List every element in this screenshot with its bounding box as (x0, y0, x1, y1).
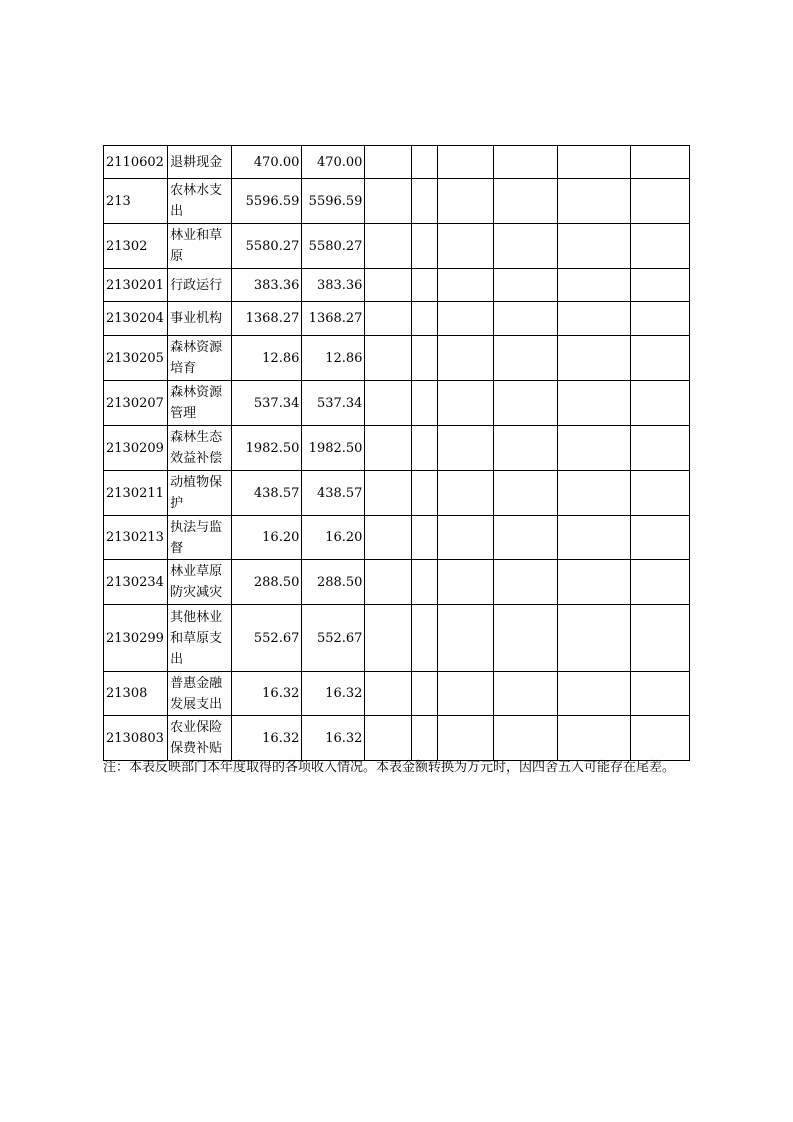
empty-cell (365, 716, 412, 761)
row-name: 退耕现金 (168, 146, 232, 179)
empty-cell (365, 302, 412, 336)
table-row (104, 672, 690, 716)
empty-cell (557, 672, 630, 716)
row-name: 农林水支出 (168, 179, 232, 224)
empty-cell (412, 516, 437, 560)
row-code: 2130213 (104, 516, 168, 560)
empty-cell (557, 605, 630, 672)
row-name: 森林资源管理 (168, 381, 232, 426)
empty-cell (365, 672, 412, 716)
row-total: 12.86 (232, 336, 302, 381)
row-total: 552.67 (232, 605, 302, 672)
empty-cell (365, 381, 412, 426)
empty-cell (557, 560, 630, 605)
empty-cell (493, 471, 557, 516)
row-name: 林业和草原 (168, 224, 232, 269)
empty-cell (437, 146, 493, 179)
row-basic: 12.86 (302, 336, 365, 381)
empty-cell (493, 269, 557, 302)
row-basic: 552.67 (302, 605, 365, 672)
empty-cell (493, 516, 557, 560)
row-code: 2130299 (104, 605, 168, 672)
empty-cell (493, 716, 557, 761)
empty-cell (412, 672, 437, 716)
empty-cell (557, 716, 630, 761)
row-basic: 288.50 (302, 560, 365, 605)
empty-cell (630, 302, 689, 336)
row-basic: 1982.50 (302, 426, 365, 471)
empty-cell (437, 381, 493, 426)
row-basic: 438.57 (302, 471, 365, 516)
empty-cell (557, 471, 630, 516)
row-code: 2130234 (104, 560, 168, 605)
table-row (104, 146, 690, 179)
empty-cell (365, 426, 412, 471)
row-total: 383.36 (232, 269, 302, 302)
row-total: 438.57 (232, 471, 302, 516)
empty-cell (493, 179, 557, 224)
empty-cell (365, 269, 412, 302)
empty-cell (630, 381, 689, 426)
empty-cell (493, 302, 557, 336)
row-name: 动植物保护 (168, 471, 232, 516)
empty-cell (437, 179, 493, 224)
table-row (104, 516, 690, 560)
row-basic: 16.32 (302, 672, 365, 716)
empty-cell (493, 336, 557, 381)
table-footnote: 注：本表反映部门本年度取得的各项收入情况。本表金额转换为万元时，因四舍五入可能存在尾差。 (103, 760, 676, 775)
row-name: 森林资源培育 (168, 336, 232, 381)
empty-cell (412, 269, 437, 302)
row-name: 执法与监督 (168, 516, 232, 560)
table-row (104, 381, 690, 426)
empty-cell (557, 179, 630, 224)
empty-cell (412, 381, 437, 426)
empty-cell (493, 146, 557, 179)
row-total: 1368.27 (232, 302, 302, 336)
row-name: 农业保险保费补贴 (168, 716, 232, 761)
row-code: 2130207 (104, 381, 168, 426)
empty-cell (412, 560, 437, 605)
row-name: 普惠金融发展支出 (168, 672, 232, 716)
table-row (104, 336, 690, 381)
table-row (104, 426, 690, 471)
empty-cell (630, 516, 689, 560)
empty-cell (557, 302, 630, 336)
empty-cell (437, 336, 493, 381)
table-row (104, 605, 690, 672)
empty-cell (412, 336, 437, 381)
empty-cell (630, 471, 689, 516)
row-basic: 16.32 (302, 716, 365, 761)
row-name: 其他林业和草原支出 (168, 605, 232, 672)
row-total: 16.20 (232, 516, 302, 560)
empty-cell (365, 605, 412, 672)
empty-cell (437, 672, 493, 716)
empty-cell (630, 605, 689, 672)
empty-cell (557, 516, 630, 560)
row-total: 5596.59 (232, 179, 302, 224)
empty-cell (412, 179, 437, 224)
empty-cell (412, 605, 437, 672)
row-basic: 5596.59 (302, 179, 365, 224)
table-row (104, 224, 690, 269)
empty-cell (493, 381, 557, 426)
empty-cell (557, 269, 630, 302)
table-row (104, 302, 690, 336)
row-name: 行政运行 (168, 269, 232, 302)
empty-cell (493, 224, 557, 269)
row-total: 16.32 (232, 716, 302, 761)
row-code: 2130209 (104, 426, 168, 471)
empty-cell (630, 672, 689, 716)
empty-cell (412, 146, 437, 179)
empty-cell (493, 560, 557, 605)
empty-cell (557, 381, 630, 426)
empty-cell (557, 336, 630, 381)
empty-cell (365, 146, 412, 179)
row-total: 16.32 (232, 672, 302, 716)
empty-cell (493, 672, 557, 716)
empty-cell (630, 560, 689, 605)
row-total: 1982.50 (232, 426, 302, 471)
empty-cell (557, 146, 630, 179)
row-code: 2130211 (104, 471, 168, 516)
empty-cell (630, 224, 689, 269)
empty-cell (437, 224, 493, 269)
row-code: 2130204 (104, 302, 168, 336)
row-name: 事业机构 (168, 302, 232, 336)
empty-cell (365, 516, 412, 560)
empty-cell (437, 516, 493, 560)
row-total: 470.00 (232, 146, 302, 179)
table-row (104, 179, 690, 224)
empty-cell (365, 560, 412, 605)
empty-cell (437, 426, 493, 471)
empty-cell (412, 426, 437, 471)
empty-cell (437, 605, 493, 672)
empty-cell (630, 336, 689, 381)
row-basic: 383.36 (302, 269, 365, 302)
empty-cell (437, 302, 493, 336)
table-row (104, 471, 690, 516)
row-code: 21308 (104, 672, 168, 716)
empty-cell (412, 224, 437, 269)
row-code: 2110602 (104, 146, 168, 179)
row-basic: 1368.27 (302, 302, 365, 336)
empty-cell (412, 716, 437, 761)
empty-cell (557, 224, 630, 269)
empty-cell (437, 269, 493, 302)
row-basic: 16.20 (302, 516, 365, 560)
empty-cell (437, 471, 493, 516)
empty-cell (630, 269, 689, 302)
empty-cell (365, 179, 412, 224)
empty-cell (557, 426, 630, 471)
empty-cell (630, 146, 689, 179)
empty-cell (412, 471, 437, 516)
table-row (104, 716, 690, 761)
row-code: 21302 (104, 224, 168, 269)
table-row (104, 269, 690, 302)
row-total: 5580.27 (232, 224, 302, 269)
empty-cell (412, 302, 437, 336)
row-code: 2130205 (104, 336, 168, 381)
row-code: 2130201 (104, 269, 168, 302)
row-name: 森林生态效益补偿 (168, 426, 232, 471)
row-total: 537.34 (232, 381, 302, 426)
row-code: 213 (104, 179, 168, 224)
row-basic: 537.34 (302, 381, 365, 426)
empty-cell (365, 336, 412, 381)
empty-cell (630, 426, 689, 471)
row-code: 2130803 (104, 716, 168, 761)
row-name: 林业草原防灾减灾 (168, 560, 232, 605)
empty-cell (437, 716, 493, 761)
empty-cell (630, 716, 689, 761)
table-row (104, 560, 690, 605)
row-basic: 470.00 (302, 146, 365, 179)
empty-cell (630, 179, 689, 224)
empty-cell (493, 426, 557, 471)
empty-cell (365, 471, 412, 516)
row-total: 288.50 (232, 560, 302, 605)
empty-cell (493, 605, 557, 672)
income-table (103, 145, 690, 761)
empty-cell (365, 224, 412, 269)
row-basic: 5580.27 (302, 224, 365, 269)
empty-cell (437, 560, 493, 605)
